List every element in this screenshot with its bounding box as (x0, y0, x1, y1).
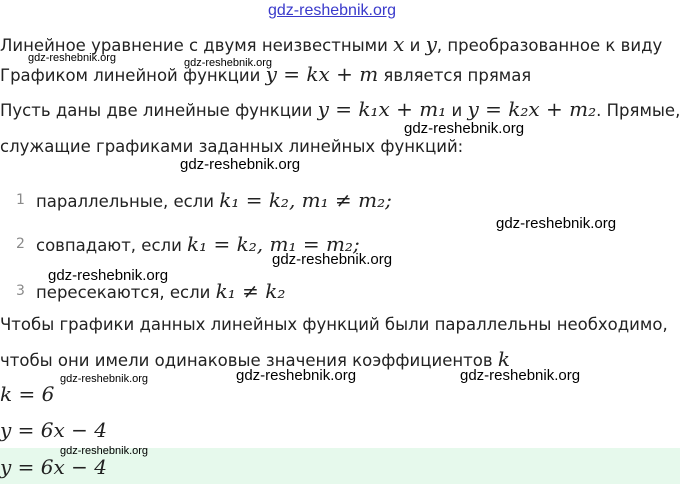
equation-k: k = 6 (0, 382, 55, 406)
equation-line-1: y = 6x − 4 (0, 418, 107, 442)
watermark: gdz-reshebnik.org (184, 57, 273, 69)
list-item-text: пересекаются, если (36, 283, 216, 302)
watermark: gdz-reshebnik.org (60, 445, 149, 457)
list-item-text: параллельные, если (36, 192, 220, 211)
paragraph-5: Чтобы графики данных линейных функций были параллельны необходимо, (0, 315, 668, 334)
list-number: 2 (16, 236, 25, 252)
watermark: gdz-reshebnik.org (236, 367, 357, 384)
paragraph-4: служащие графиками заданных линейных функций: (0, 137, 464, 156)
watermark: gdz-reshebnik.org (180, 156, 301, 173)
p3-text-b: и (446, 101, 468, 120)
watermark: gdz-reshebnik.org (60, 373, 149, 385)
watermark: gdz-reshebnik.org (48, 267, 169, 284)
watermark-top[interactable]: gdz-reshebnik.org (268, 2, 397, 19)
p6-math-k: k (497, 347, 510, 371)
watermark: gdz-reshebnik.org (496, 215, 617, 232)
list-item-math: k₁ = k₂, m₁ = m₂; (187, 232, 360, 256)
p3-text-a: Пусть даны две линейные функции (0, 101, 318, 120)
p3-text-c: . Прямые, (596, 101, 680, 120)
p2-math: y = kx + m (265, 62, 379, 86)
equation-answer: y = 6x − 4 (0, 455, 107, 479)
p1-math-y: y (425, 32, 437, 56)
p2-text-a: Графиком линейной функции (0, 66, 266, 85)
p1-text-a: Линейное уравнение с двумя неизвестными (0, 36, 394, 55)
watermark: gdz-reshebnik.org (404, 120, 525, 137)
watermark: gdz-reshebnik.org (272, 251, 393, 268)
list-number: 3 (16, 283, 25, 299)
list-item-math: k₁ = k₂, m₁ ≠ m₂; (219, 188, 392, 212)
list-item-text: совпадают, если (36, 236, 188, 255)
watermark: gdz-reshebnik.org (460, 367, 581, 384)
p1-math-x: x (393, 32, 405, 56)
paragraph-3 (0, 98, 680, 122)
p1-text-b: и (404, 36, 426, 55)
p2-text-b: является прямая (378, 66, 532, 85)
list-item-content (36, 189, 392, 213)
p3-math-2: y = k₂x + m₂ (467, 97, 597, 121)
list-number: 1 (16, 192, 25, 208)
list-item-math: k₁ ≠ k₂ (215, 279, 286, 303)
p6-text-a: чтобы они имели одинаковые значения коэффициентов (0, 351, 498, 370)
p1-text-c: , преобразованное к виду (436, 36, 663, 55)
p3-math-1: y = k₁x + m₁ (317, 97, 447, 121)
watermark: gdz-reshebnik.org (28, 52, 117, 64)
